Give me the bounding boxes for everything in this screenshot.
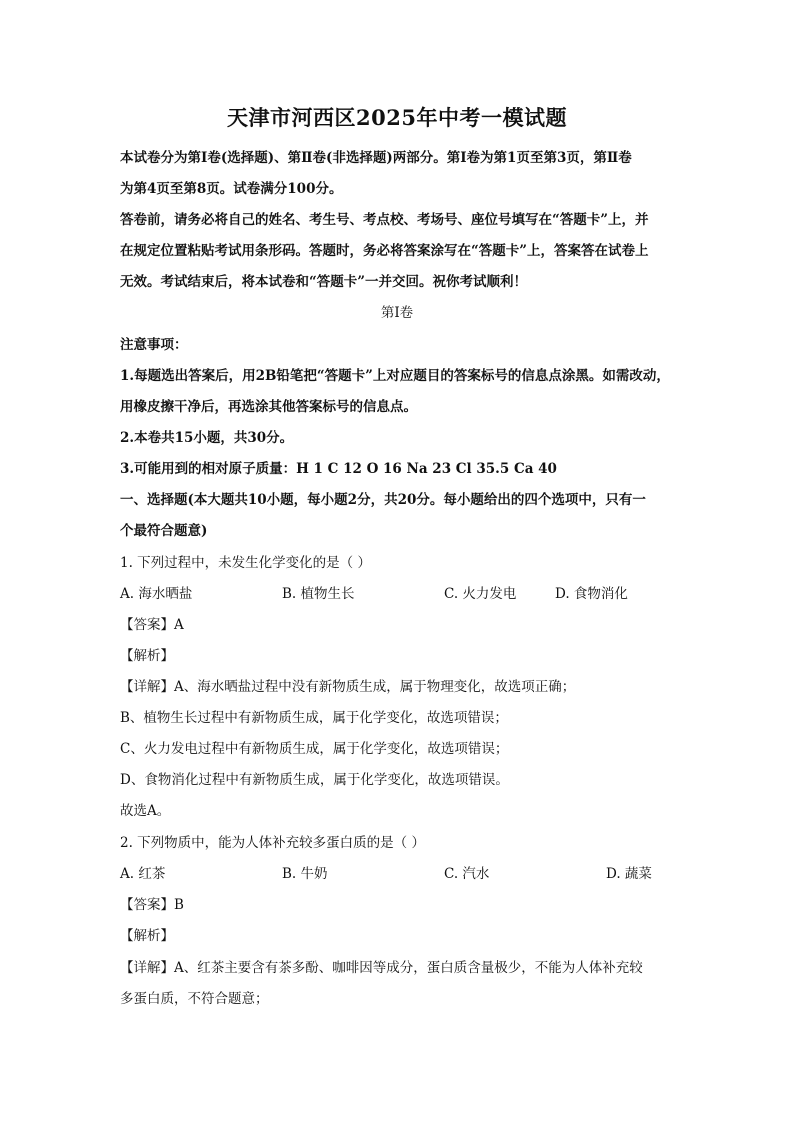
part-heading: 一、选择题(本大题共10小题，每小题2分，共20分。每小题给出的四个选项中，只有一 (120, 492, 646, 508)
intro-line: 无效。考试结束后，将本试卷和“答题卡”一并交回。祝你考试顺利！ (120, 274, 528, 290)
detail-line: 多蛋白质，不符合题意； (120, 991, 269, 1007)
option-d: D. 蔬菜 (606, 866, 652, 882)
analysis-label: 【解析】 (120, 648, 174, 664)
note-line: 用橡皮擦干净后，再选涂其他答案标号的信息点。 (120, 399, 417, 415)
intro-line: 在规定位置粘贴考试用条形码。答题时，务必将答案涂写在“答题卡”上，答案答在试卷上 (120, 243, 649, 259)
answer-label: 【答案】A (120, 617, 184, 633)
option-c: C. 汽水 (444, 866, 490, 882)
option-c: C. 火力发电 (444, 586, 517, 602)
detail-line: B、植物生长过程中有新物质生成，属于化学变化，故选项错误； (120, 710, 508, 726)
answer-label: 【答案】B (120, 897, 184, 913)
analysis-label: 【解析】 (120, 928, 174, 944)
option-d: D. 食物消化 (555, 586, 628, 602)
detail-line: D、食物消化过程中有新物质生成，属于化学变化，故选项错误。 (120, 772, 509, 788)
option-a: A. 红茶 (120, 866, 166, 882)
detail-line: 【详解】A、海水晒盐过程中没有新物质生成，属于物理变化，故选项正确； (120, 679, 576, 695)
detail-line: 故选A。 (120, 803, 171, 819)
section-title: 第Ⅰ卷 (380, 305, 414, 321)
note-line: 3.可能用到的相对原子质量：H 1 C 12 O 16 Na 23 Cl 35.5 Ca 40 (120, 461, 557, 477)
part-heading: 个最符合题意) (120, 523, 208, 539)
note-line: 2.本卷共15小题，共30分。 (120, 430, 294, 446)
option-b: B. 植物生长 (282, 586, 355, 602)
detail-line: 【详解】A、红茶主要含有茶多酚、咖啡因等成分，蛋白质含量极少，不能为人体补充较 (120, 960, 643, 976)
notes-heading: 注意事项： (120, 337, 188, 353)
detail-line: C、火力发电过程中有新物质生成，属于化学变化，故选项错误； (120, 741, 509, 757)
option-b: B. 牛奶 (282, 866, 328, 882)
intro-line: 本试卷分为第Ⅰ卷(选择题)、第Ⅱ卷(非选择题)两部分。第Ⅰ卷为第1页至第3页，第Ⅱ卷 (120, 150, 632, 166)
option-a: A. 海水晒盐 (120, 586, 193, 602)
intro-line: 为第4页至第8页。试卷满分100分。 (120, 181, 343, 197)
note-line: 1.每题选出答案后，用2B铅笔把“答题卡”上对应题目的答案标号的信息点涂黑。如需改动， (120, 368, 670, 384)
intro-line: 答卷前，请务必将自己的姓名、考生号、考点校、考场号、座位号填写在“答题卡”上，并 (120, 212, 649, 228)
page-title: 天津市河西区2025年中考一模试题 (227, 105, 567, 130)
question-stem: 2. 下列物质中，能为人体补充较多蛋白质的是（ ） (120, 835, 425, 851)
question-stem: 1. 下列过程中，未发生化学变化的是（ ） (120, 555, 371, 571)
